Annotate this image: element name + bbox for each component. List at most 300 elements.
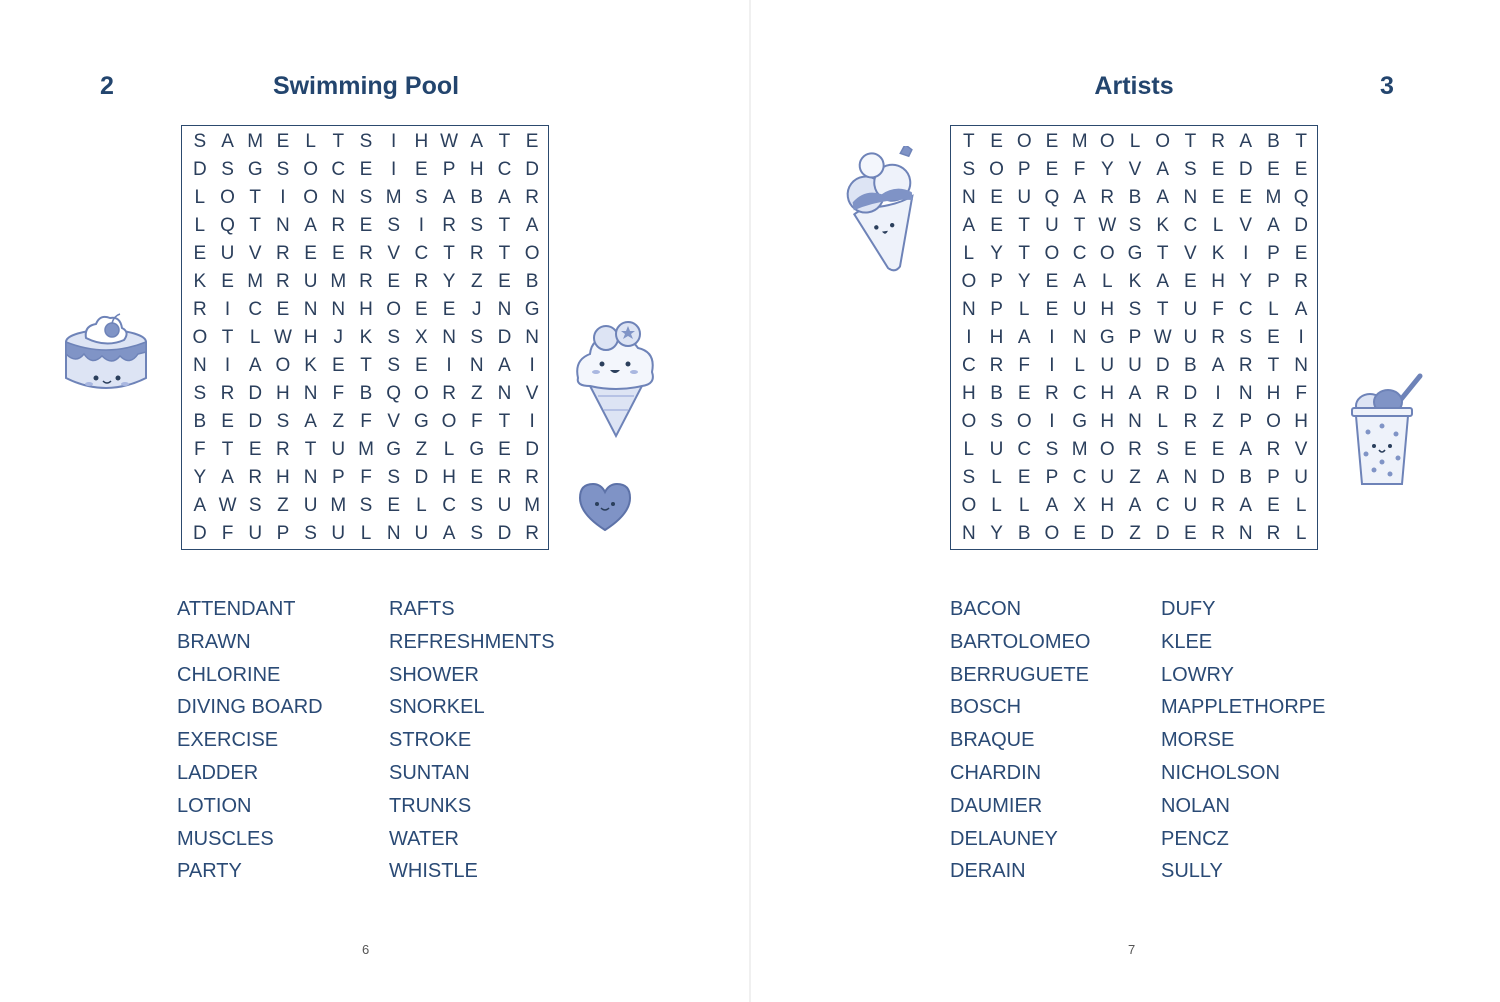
grid-letter[interactable]: S — [1156, 439, 1170, 460]
grid-letter[interactable]: U — [331, 523, 346, 544]
grid-letter[interactable]: M — [330, 271, 347, 292]
grid-letter[interactable]: T — [1018, 215, 1031, 236]
grid-letter[interactable]: S — [415, 187, 428, 208]
grid-letter[interactable]: A — [470, 131, 484, 152]
grid-letter[interactable]: R — [220, 383, 235, 404]
grid-letter[interactable]: U — [1128, 355, 1142, 376]
grid-letter[interactable]: D — [497, 523, 512, 544]
grid-letter[interactable]: S — [304, 523, 317, 544]
grid-letter[interactable]: E — [990, 215, 1003, 236]
grid-letter[interactable]: B — [1128, 187, 1142, 208]
grid-letter[interactable]: A — [1073, 271, 1086, 292]
grid-letter[interactable]: A — [525, 215, 539, 236]
grid-letter[interactable]: N — [1294, 355, 1309, 376]
grid-letter[interactable]: E — [331, 355, 345, 376]
grid-letter[interactable]: C — [1072, 467, 1087, 488]
grid-letter[interactable]: I — [391, 159, 397, 180]
grid-letter[interactable]: R — [276, 271, 290, 292]
grid-letter[interactable]: P — [442, 159, 456, 180]
grid-letter[interactable]: I — [1049, 355, 1055, 376]
grid-letter[interactable]: R — [1211, 523, 1225, 544]
grid-letter[interactable]: H — [1100, 299, 1115, 320]
grid-letter[interactable]: G — [1072, 411, 1087, 432]
grid-letter[interactable]: A — [1267, 215, 1280, 236]
grid-letter[interactable]: R — [1266, 439, 1281, 460]
grid-letter[interactable]: R — [1238, 355, 1253, 376]
grid-letter[interactable]: E — [1017, 383, 1031, 404]
grid-letter[interactable]: U — [1100, 355, 1115, 376]
grid-letter[interactable]: I — [1215, 383, 1221, 404]
grid-letter[interactable]: A — [1156, 467, 1170, 488]
grid-letter[interactable]: M — [330, 495, 347, 516]
grid-letter[interactable]: O — [1099, 243, 1115, 264]
grid-letter[interactable]: S — [1128, 299, 1142, 320]
grid-letter[interactable]: J — [333, 327, 344, 348]
grid-letter[interactable]: N — [961, 187, 976, 208]
grid-letter[interactable]: C — [1017, 439, 1032, 460]
grid-letter[interactable]: L — [963, 243, 975, 264]
grid-letter[interactable]: F — [1295, 383, 1307, 404]
grid-letter[interactable]: S — [221, 159, 234, 180]
grid-letter[interactable]: D — [497, 327, 512, 348]
grid-letter[interactable]: O — [413, 383, 429, 404]
grid-letter[interactable]: E — [1045, 271, 1059, 292]
grid-letter[interactable]: R — [525, 467, 540, 488]
grid-letter[interactable]: E — [221, 271, 234, 292]
grid-letter[interactable]: S — [1128, 215, 1142, 236]
grid-letter[interactable]: S — [387, 467, 401, 488]
grid-letter[interactable]: E — [1184, 271, 1197, 292]
grid-letter[interactable]: G — [247, 159, 263, 180]
grid-letter[interactable]: H — [303, 327, 318, 348]
word-search-grid[interactable] — [950, 125, 1318, 550]
grid-letter[interactable]: U — [1294, 467, 1309, 488]
grid-letter[interactable]: R — [442, 383, 456, 404]
grid-letter[interactable]: B — [1267, 131, 1280, 152]
grid-letter[interactable]: L — [991, 495, 1002, 516]
grid-letter[interactable]: K — [193, 271, 207, 292]
grid-letter[interactable]: E — [525, 131, 539, 152]
grid-letter[interactable]: X — [415, 327, 428, 348]
grid-letter[interactable]: A — [442, 523, 456, 544]
grid-letter[interactable]: E — [415, 355, 428, 376]
grid-letter[interactable]: N — [1238, 523, 1253, 544]
grid-letter[interactable]: U — [248, 523, 263, 544]
grid-letter[interactable]: E — [276, 131, 290, 152]
grid-letter[interactable]: S — [193, 131, 207, 152]
grid-letter[interactable]: T — [360, 355, 372, 376]
grid-letter[interactable]: S — [248, 495, 262, 516]
grid-letter[interactable]: K — [304, 355, 317, 376]
grid-letter[interactable]: C — [414, 243, 429, 264]
grid-letter[interactable]: V — [1128, 159, 1142, 180]
grid-letter[interactable]: I — [224, 299, 231, 320]
grid-letter[interactable]: A — [442, 187, 456, 208]
grid-letter[interactable]: Y — [1017, 271, 1031, 292]
grid-letter[interactable]: R — [469, 243, 484, 264]
grid-letter[interactable]: V — [1184, 243, 1197, 264]
grid-letter[interactable]: I — [1049, 327, 1055, 348]
grid-letter[interactable]: U — [1100, 467, 1115, 488]
grid-letter[interactable]: Z — [470, 383, 483, 404]
grid-letter[interactable]: W — [218, 495, 237, 516]
grid-letter[interactable]: C — [1072, 243, 1087, 264]
grid-letter[interactable]: D — [414, 467, 429, 488]
grid-letter[interactable]: A — [1239, 439, 1253, 460]
grid-letter[interactable]: Q — [386, 383, 402, 404]
grid-letter[interactable]: F — [360, 411, 372, 432]
grid-letter[interactable]: Z — [1129, 523, 1141, 544]
grid-letter[interactable]: D — [248, 411, 263, 432]
grid-letter[interactable]: P — [1267, 271, 1280, 292]
grid-letter[interactable]: D — [525, 439, 540, 460]
grid-letter[interactable]: N — [303, 467, 318, 488]
grid-letter[interactable]: N — [469, 355, 484, 376]
grid-letter[interactable]: A — [1128, 495, 1142, 516]
grid-letter[interactable]: U — [497, 495, 512, 516]
grid-letter[interactable]: O — [386, 299, 402, 320]
grid-letter[interactable]: G — [1127, 243, 1143, 264]
grid-letter[interactable]: E — [1211, 187, 1225, 208]
grid-letter[interactable]: I — [1049, 411, 1055, 432]
grid-letter[interactable]: I — [1298, 327, 1304, 348]
grid-letter[interactable]: R — [192, 299, 207, 320]
grid-letter[interactable]: R — [1294, 271, 1309, 292]
grid-letter[interactable]: Q — [1044, 187, 1060, 208]
grid-letter[interactable]: I — [418, 215, 425, 236]
grid-letter[interactable]: F — [470, 411, 483, 432]
grid-letter[interactable]: E — [1045, 159, 1059, 180]
grid-letter[interactable]: R — [1211, 495, 1225, 516]
grid-letter[interactable]: P — [1045, 467, 1059, 488]
grid-letter[interactable]: U — [414, 523, 429, 544]
grid-letter[interactable]: H — [1100, 495, 1115, 516]
grid-letter[interactable]: H — [414, 131, 429, 152]
grid-letter[interactable]: T — [304, 439, 317, 460]
grid-letter[interactable]: E — [1211, 439, 1225, 460]
grid-letter[interactable]: T — [498, 411, 511, 432]
grid-letter[interactable]: H — [1100, 383, 1115, 404]
grid-letter[interactable]: N — [386, 523, 401, 544]
grid-letter[interactable]: P — [1239, 411, 1253, 432]
grid-letter[interactable]: L — [1018, 299, 1030, 320]
grid-letter[interactable]: U — [989, 439, 1004, 460]
grid-letter[interactable]: O — [961, 495, 977, 516]
grid-letter[interactable]: A — [221, 131, 234, 152]
grid-letter[interactable]: O — [275, 355, 291, 376]
grid-letter[interactable]: B — [1017, 523, 1031, 544]
grid-letter[interactable]: A — [962, 215, 976, 236]
grid-letter[interactable]: V — [248, 243, 262, 264]
grid-letter[interactable]: O — [961, 271, 977, 292]
grid-letter[interactable]: U — [1045, 215, 1059, 236]
grid-letter[interactable]: E — [304, 243, 317, 264]
grid-letter[interactable]: L — [1129, 131, 1141, 152]
grid-letter[interactable]: H — [961, 383, 976, 404]
grid-letter[interactable]: A — [1045, 495, 1059, 516]
grid-letter[interactable]: D — [1155, 355, 1170, 376]
grid-letter[interactable]: D — [1183, 383, 1198, 404]
grid-letter[interactable]: G — [469, 439, 485, 460]
grid-letter[interactable]: L — [1295, 495, 1307, 516]
grid-letter[interactable]: R — [276, 439, 290, 460]
grid-letter[interactable]: I — [224, 355, 231, 376]
grid-letter[interactable]: U — [1183, 299, 1198, 320]
grid-letter[interactable]: S — [193, 383, 207, 404]
grid-letter[interactable]: M — [1071, 439, 1088, 460]
grid-letter[interactable]: N — [497, 299, 512, 320]
grid-letter[interactable]: E — [221, 411, 234, 432]
grid-letter[interactable]: C — [961, 355, 976, 376]
grid-letter[interactable]: P — [331, 467, 345, 488]
grid-letter[interactable]: O — [441, 411, 457, 432]
grid-letter[interactable]: M — [358, 439, 374, 460]
grid-letter[interactable]: F — [332, 383, 345, 404]
grid-letter[interactable]: V — [1294, 439, 1308, 460]
grid-letter[interactable]: B — [990, 383, 1003, 404]
grid-letter[interactable]: I — [529, 411, 535, 432]
grid-letter[interactable]: N — [331, 187, 346, 208]
grid-letter[interactable]: H — [469, 159, 484, 180]
grid-letter[interactable]: D — [1211, 467, 1225, 488]
grid-letter[interactable]: A — [1017, 327, 1031, 348]
grid-letter[interactable]: G — [386, 439, 402, 460]
grid-letter[interactable]: Z — [470, 271, 483, 292]
grid-letter[interactable]: N — [192, 355, 207, 376]
grid-letter[interactable]: A — [1156, 187, 1170, 208]
grid-letter[interactable]: M — [247, 271, 264, 292]
grid-letter[interactable]: O — [1016, 411, 1032, 432]
grid-letter[interactable]: D — [248, 383, 263, 404]
grid-letter[interactable]: B — [525, 271, 539, 292]
grid-letter[interactable]: B — [470, 187, 484, 208]
grid-letter[interactable]: C — [497, 159, 512, 180]
grid-letter[interactable]: E — [470, 467, 484, 488]
grid-letter[interactable]: R — [331, 215, 346, 236]
grid-letter[interactable]: C — [1238, 299, 1253, 320]
grid-letter[interactable]: D — [1294, 215, 1309, 236]
grid-letter[interactable]: L — [1295, 523, 1307, 544]
grid-letter[interactable]: S — [962, 159, 976, 180]
grid-letter[interactable]: O — [989, 159, 1004, 180]
grid-letter[interactable]: Q — [1293, 187, 1309, 208]
grid-letter[interactable]: L — [360, 523, 372, 544]
word-search-grid[interactable] — [181, 125, 549, 550]
grid-letter[interactable]: S — [276, 159, 290, 180]
grid-letter[interactable]: E — [276, 299, 290, 320]
grid-letter[interactable]: R — [1155, 383, 1170, 404]
grid-letter[interactable]: P — [1017, 159, 1031, 180]
grid-letter[interactable]: T — [963, 131, 975, 152]
grid-letter[interactable]: O — [192, 327, 208, 348]
grid-letter[interactable]: E — [442, 299, 456, 320]
grid-letter[interactable]: S — [470, 327, 484, 348]
grid-letter[interactable]: O — [1044, 523, 1060, 544]
grid-letter[interactable]: A — [1239, 131, 1253, 152]
grid-letter[interactable]: M — [247, 131, 264, 152]
grid-letter[interactable]: E — [415, 159, 428, 180]
grid-letter[interactable]: U — [303, 495, 318, 516]
grid-letter[interactable]: R — [1100, 187, 1115, 208]
grid-letter[interactable]: O — [524, 243, 540, 264]
grid-letter[interactable]: U — [303, 271, 318, 292]
grid-letter[interactable]: R — [248, 467, 263, 488]
grid-letter[interactable]: S — [1184, 159, 1197, 180]
grid-letter[interactable]: S — [470, 523, 484, 544]
grid-letter[interactable]: N — [497, 383, 512, 404]
grid-letter[interactable]: P — [1267, 467, 1280, 488]
grid-letter[interactable]: D — [1155, 523, 1170, 544]
grid-letter[interactable]: E — [193, 243, 207, 264]
grid-letter[interactable]: L — [1018, 495, 1030, 516]
grid-letter[interactable]: A — [1211, 355, 1225, 376]
grid-letter[interactable]: S — [962, 467, 976, 488]
grid-letter[interactable]: R — [525, 187, 540, 208]
grid-letter[interactable]: L — [1268, 299, 1279, 320]
grid-letter[interactable]: P — [276, 523, 290, 544]
grid-letter[interactable]: T — [498, 215, 511, 236]
grid-letter[interactable]: K — [359, 327, 373, 348]
grid-letter[interactable]: A — [221, 467, 234, 488]
grid-letter[interactable]: M — [1071, 131, 1088, 152]
grid-letter[interactable]: C — [442, 495, 456, 516]
grid-letter[interactable]: R — [359, 271, 373, 292]
grid-letter[interactable]: R — [1211, 327, 1225, 348]
grid-letter[interactable]: T — [249, 187, 262, 208]
grid-letter[interactable]: I — [280, 187, 286, 208]
grid-letter[interactable]: L — [194, 215, 206, 236]
grid-letter[interactable]: F — [1212, 299, 1224, 320]
grid-letter[interactable]: S — [359, 495, 373, 516]
grid-letter[interactable]: E — [387, 495, 401, 516]
grid-letter[interactable]: Z — [277, 495, 289, 516]
grid-letter[interactable]: U — [331, 439, 346, 460]
grid-letter[interactable]: E — [1239, 187, 1253, 208]
grid-letter[interactable]: T — [1073, 215, 1086, 236]
grid-letter[interactable]: A — [193, 495, 207, 516]
grid-letter[interactable]: A — [1128, 383, 1142, 404]
grid-letter[interactable]: B — [359, 383, 373, 404]
grid-letter[interactable]: L — [1074, 355, 1085, 376]
grid-letter[interactable]: E — [498, 439, 511, 460]
grid-letter[interactable]: E — [1267, 495, 1280, 516]
grid-letter[interactable]: U — [1183, 327, 1198, 348]
grid-letter[interactable]: T — [1184, 131, 1197, 152]
grid-letter[interactable]: R — [497, 467, 512, 488]
grid-letter[interactable]: C — [1183, 215, 1198, 236]
grid-letter[interactable]: L — [194, 187, 206, 208]
grid-letter[interactable]: T — [443, 243, 455, 264]
grid-letter[interactable]: N — [331, 299, 346, 320]
grid-letter[interactable]: R — [442, 215, 456, 236]
grid-letter[interactable]: C — [248, 299, 263, 320]
grid-letter[interactable]: T — [332, 131, 345, 152]
grid-letter[interactable]: E — [1184, 523, 1197, 544]
grid-letter[interactable]: S — [359, 187, 373, 208]
grid-letter[interactable]: H — [276, 467, 290, 488]
grid-letter[interactable]: S — [990, 411, 1003, 432]
grid-letter[interactable]: S — [1239, 327, 1253, 348]
grid-letter[interactable]: N — [961, 523, 976, 544]
grid-letter[interactable]: J — [472, 299, 482, 320]
grid-letter[interactable]: Y — [1239, 271, 1253, 292]
grid-letter[interactable]: D — [1238, 159, 1253, 180]
grid-letter[interactable]: T — [498, 131, 511, 152]
grid-letter[interactable]: S — [1045, 439, 1059, 460]
grid-letter[interactable]: L — [416, 495, 427, 516]
grid-letter[interactable]: E — [387, 271, 401, 292]
grid-letter[interactable]: I — [446, 355, 452, 376]
grid-letter[interactable]: A — [1294, 299, 1308, 320]
grid-letter[interactable]: Q — [220, 215, 235, 236]
grid-letter[interactable]: T — [498, 243, 511, 264]
grid-letter[interactable]: K — [1156, 215, 1170, 236]
grid-letter[interactable]: C — [331, 159, 346, 180]
grid-letter[interactable]: X — [1073, 495, 1086, 516]
grid-letter[interactable]: Z — [1212, 411, 1224, 432]
grid-letter[interactable]: H — [1100, 411, 1115, 432]
grid-letter[interactable]: Y — [193, 467, 207, 488]
grid-letter[interactable]: E — [415, 299, 428, 320]
grid-letter[interactable]: V — [525, 383, 539, 404]
grid-letter[interactable]: L — [1102, 271, 1113, 292]
grid-letter[interactable]: R — [1211, 131, 1225, 152]
grid-letter[interactable]: N — [961, 299, 976, 320]
grid-letter[interactable]: U — [1017, 187, 1032, 208]
grid-letter[interactable]: K — [1128, 271, 1142, 292]
grid-letter[interactable]: E — [1017, 467, 1031, 488]
grid-letter[interactable]: S — [359, 131, 373, 152]
grid-letter[interactable]: R — [1045, 383, 1059, 404]
grid-letter[interactable]: E — [1211, 159, 1225, 180]
grid-letter[interactable]: E — [1294, 159, 1308, 180]
letter-grid[interactable] — [186, 128, 546, 548]
grid-letter[interactable]: H — [989, 327, 1004, 348]
grid-letter[interactable]: Y — [442, 271, 456, 292]
grid-letter[interactable]: E — [990, 187, 1003, 208]
grid-letter[interactable]: H — [359, 299, 373, 320]
grid-letter[interactable]: A — [304, 215, 317, 236]
grid-letter[interactable]: I — [529, 355, 535, 376]
grid-letter[interactable]: D — [192, 159, 207, 180]
grid-letter[interactable]: A — [498, 355, 511, 376]
grid-letter[interactable]: N — [1072, 327, 1087, 348]
grid-letter[interactable]: O — [1099, 131, 1115, 152]
grid-letter[interactable]: L — [305, 131, 316, 152]
grid-letter[interactable]: I — [391, 131, 397, 152]
grid-letter[interactable]: M — [1265, 187, 1282, 208]
grid-letter[interactable]: Y — [990, 523, 1003, 544]
grid-letter[interactable]: T — [221, 327, 234, 348]
grid-letter[interactable]: L — [1212, 215, 1224, 236]
grid-letter[interactable]: N — [1128, 411, 1142, 432]
grid-letter[interactable]: V — [387, 411, 401, 432]
grid-letter[interactable]: Z — [332, 411, 345, 432]
grid-letter[interactable]: F — [221, 523, 234, 544]
grid-letter[interactable]: O — [220, 187, 235, 208]
grid-letter[interactable]: O — [1044, 243, 1060, 264]
grid-letter[interactable]: G — [524, 299, 540, 320]
grid-letter[interactable]: Y — [990, 243, 1003, 264]
grid-letter[interactable]: L — [991, 467, 1002, 488]
grid-letter[interactable]: V — [387, 243, 401, 264]
grid-letter[interactable]: D — [525, 159, 540, 180]
letter-grid[interactable] — [955, 128, 1315, 548]
grid-letter[interactable]: Z — [415, 439, 428, 460]
grid-letter[interactable]: N — [442, 327, 456, 348]
grid-letter[interactable]: E — [1045, 299, 1059, 320]
grid-letter[interactable]: O — [1099, 439, 1115, 460]
